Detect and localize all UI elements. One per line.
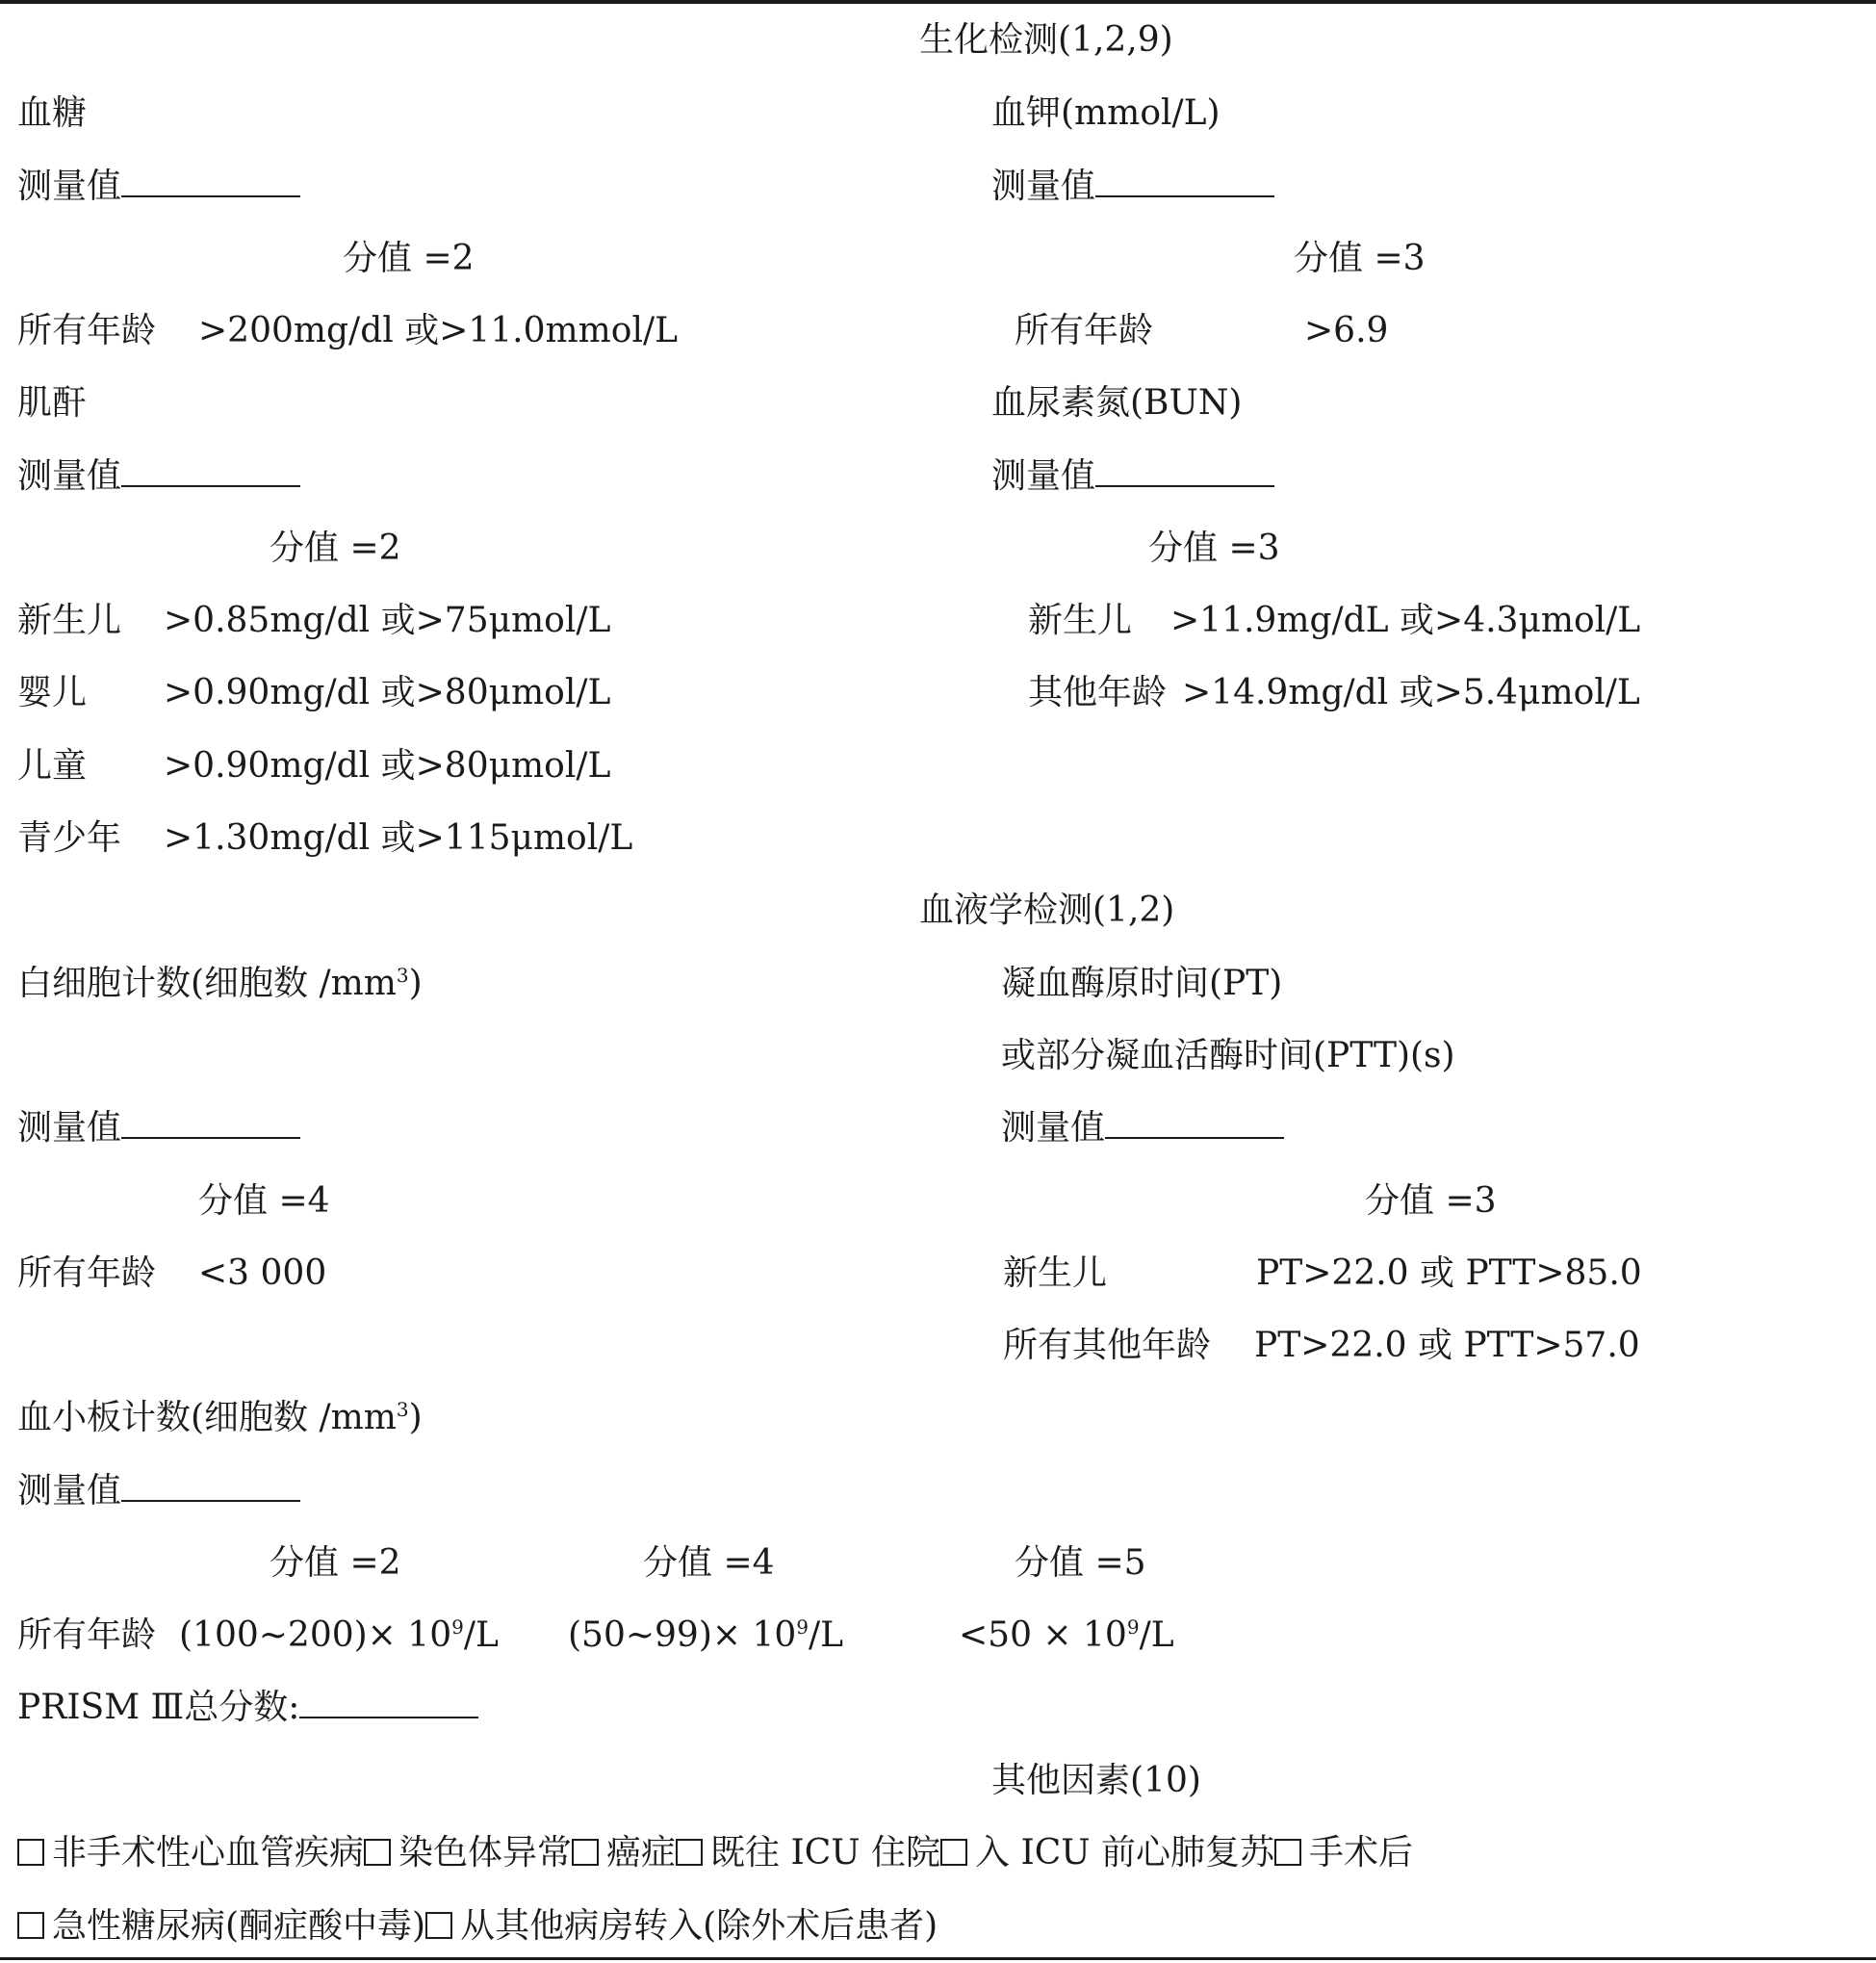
other-factors-line-1 bbox=[17, 1832, 1413, 1874]
glucose-title: 血糖 bbox=[17, 93, 88, 133]
wbc-title-end: ) bbox=[408, 964, 423, 1003]
factor-label: 既往 ICU 住院 bbox=[710, 1833, 941, 1873]
platelet-value-sup: 9 bbox=[451, 1615, 464, 1639]
potassium-measure bbox=[991, 166, 1274, 208]
potassium-row-label: 所有年龄 bbox=[1015, 311, 1154, 350]
creatinine-score: 分值 =2 bbox=[270, 529, 401, 568]
platelet-measure-blank[interactable] bbox=[121, 1471, 300, 1502]
coag-row-label: 新生儿 bbox=[1003, 1253, 1108, 1293]
wbc-measure-blank[interactable] bbox=[121, 1108, 300, 1139]
prism-total bbox=[17, 1687, 478, 1729]
checkbox[interactable] bbox=[572, 1839, 599, 1866]
measure-label: 测量值 bbox=[991, 456, 1096, 496]
creatinine-row-value: >0.85mg/dl 或>75μmol/L bbox=[164, 601, 611, 640]
platelet-value-unit: /L bbox=[463, 1615, 499, 1655]
platelet-score: 分值 =2 bbox=[270, 1543, 401, 1583]
measure-label: 测量值 bbox=[1001, 1108, 1106, 1148]
wbc-row-value: <3 000 bbox=[198, 1253, 327, 1293]
platelet-title bbox=[17, 1397, 423, 1439]
prism-total-label: PRISM Ⅲ总分数: bbox=[17, 1688, 300, 1727]
creatinine-row-value: >0.90mg/dl 或>80μmol/L bbox=[164, 746, 611, 786]
platelet-score: 分值 =4 bbox=[643, 1543, 775, 1583]
bottom-rule bbox=[0, 1957, 1876, 1960]
coag-measure bbox=[1001, 1107, 1284, 1149]
creatinine-row-value: >0.90mg/dl 或>80μmol/L bbox=[164, 673, 611, 712]
glucose-score: 分值 =2 bbox=[343, 239, 475, 278]
coag-title-2: 或部分凝血活酶时间(PTT)(s) bbox=[1001, 1036, 1455, 1075]
bun-score: 分值 =3 bbox=[1148, 529, 1280, 568]
bun-measure-blank[interactable] bbox=[1095, 456, 1274, 487]
glucose-measure bbox=[17, 166, 300, 208]
potassium-title: 血钾(mmol/L) bbox=[991, 93, 1221, 133]
measure-label: 测量值 bbox=[17, 456, 122, 496]
creatinine-row-label: 新生儿 bbox=[17, 601, 122, 640]
platelet-value-unit: /L bbox=[1139, 1615, 1174, 1655]
wbc-title-sup: 3 bbox=[396, 964, 409, 987]
creatinine-measure-blank[interactable] bbox=[121, 456, 300, 487]
coag-measure-blank[interactable] bbox=[1105, 1108, 1284, 1139]
creatinine-row-label: 青少年 bbox=[17, 818, 122, 858]
measure-label: 测量值 bbox=[17, 167, 122, 206]
factor-label: 入 ICU 前心肺复苏 bbox=[975, 1833, 1275, 1873]
bun-row-value: >14.9mg/dl 或>5.4μmol/L bbox=[1182, 673, 1640, 712]
measure-label: 测量值 bbox=[991, 167, 1096, 206]
creatinine-row-label: 儿童 bbox=[17, 746, 88, 786]
factor-label: 急性糖尿病(酮症酸中毒) bbox=[52, 1906, 426, 1946]
potassium-measure-blank[interactable] bbox=[1095, 167, 1274, 197]
factor-label: 手术后 bbox=[1309, 1833, 1414, 1873]
section-other-title: 其他因素(10) bbox=[991, 1761, 1201, 1800]
platelet-value bbox=[568, 1614, 843, 1657]
platelet-title-sup: 3 bbox=[396, 1398, 409, 1421]
platelet-value bbox=[179, 1614, 499, 1657]
platelet-title-end: ) bbox=[408, 1398, 423, 1437]
checkbox[interactable] bbox=[425, 1912, 452, 1939]
potassium-row-value: >6.9 bbox=[1304, 311, 1389, 350]
platelet-value-unit: /L bbox=[809, 1615, 844, 1655]
platelet-value bbox=[959, 1614, 1174, 1657]
glucose-row-value: >200mg/dl 或>11.0mmol/L bbox=[198, 311, 679, 350]
checkbox[interactable] bbox=[17, 1839, 44, 1866]
factor-label: 从其他病房转入(除外术后患者) bbox=[460, 1906, 938, 1946]
platelet-value-text: <50 × 10 bbox=[959, 1615, 1127, 1655]
platelet-score: 分值 =5 bbox=[1015, 1543, 1146, 1583]
factor-label: 癌症 bbox=[606, 1833, 677, 1873]
coag-title: 凝血酶原时间(PT) bbox=[1001, 964, 1283, 1003]
bun-row-label: 其他年龄 bbox=[1028, 673, 1168, 712]
other-factors-line-2 bbox=[17, 1905, 938, 1948]
bun-row-value: >11.9mg/dL 或>4.3μmol/L bbox=[1170, 601, 1641, 640]
section-hematology-title: 血液学检测(1,2) bbox=[919, 891, 1175, 930]
platelet-value-sup: 9 bbox=[796, 1615, 810, 1639]
potassium-score: 分值 =3 bbox=[1294, 239, 1426, 278]
bun-row-label: 新生儿 bbox=[1028, 601, 1133, 640]
wbc-title bbox=[17, 963, 423, 1005]
checkbox[interactable] bbox=[1274, 1839, 1301, 1866]
platelet-title-text: 血小板计数(细胞数 /mm bbox=[17, 1398, 397, 1437]
top-rule bbox=[0, 0, 1876, 4]
checkbox[interactable] bbox=[364, 1839, 391, 1866]
coag-row-value: PT>22.0 或 PTT>57.0 bbox=[1254, 1326, 1640, 1365]
coag-row-value: PT>22.0 或 PTT>85.0 bbox=[1256, 1253, 1642, 1293]
section-biochem-title: 生化检测(1,2,9) bbox=[919, 20, 1173, 60]
platelet-value-text: (100~200)× 10 bbox=[179, 1615, 452, 1655]
factor-label: 非手术性心血管疾病 bbox=[52, 1833, 365, 1873]
platelet-value-sup: 9 bbox=[1126, 1615, 1140, 1639]
bun-title: 血尿素氮(BUN) bbox=[991, 383, 1243, 423]
glucose-row-label: 所有年龄 bbox=[17, 311, 157, 350]
prism-total-blank[interactable] bbox=[299, 1688, 478, 1718]
factor-label: 染色体异常 bbox=[398, 1833, 573, 1873]
platelet-row-label: 所有年龄 bbox=[17, 1615, 157, 1655]
wbc-title-text: 白细胞计数(细胞数 /mm bbox=[17, 964, 397, 1003]
coag-row-label: 所有其他年龄 bbox=[1003, 1326, 1212, 1365]
measure-label: 测量值 bbox=[17, 1471, 122, 1511]
wbc-measure bbox=[17, 1107, 300, 1149]
creatinine-row-value: >1.30mg/dl 或>115μmol/L bbox=[164, 818, 633, 858]
glucose-measure-blank[interactable] bbox=[121, 167, 300, 197]
creatinine-row-label: 婴儿 bbox=[17, 673, 88, 712]
checkbox[interactable] bbox=[17, 1912, 44, 1939]
bun-measure bbox=[991, 455, 1274, 498]
platelet-value-text: (50~99)× 10 bbox=[568, 1615, 797, 1655]
wbc-row-label: 所有年龄 bbox=[17, 1253, 157, 1293]
creatinine-title: 肌酐 bbox=[17, 383, 88, 423]
checkbox[interactable] bbox=[676, 1839, 703, 1866]
coag-score: 分值 =3 bbox=[1365, 1181, 1497, 1221]
measure-label: 测量值 bbox=[17, 1108, 122, 1148]
platelet-measure bbox=[17, 1470, 300, 1512]
checkbox[interactable] bbox=[940, 1839, 967, 1866]
wbc-score: 分值 =4 bbox=[198, 1181, 330, 1221]
creatinine-measure bbox=[17, 455, 300, 498]
